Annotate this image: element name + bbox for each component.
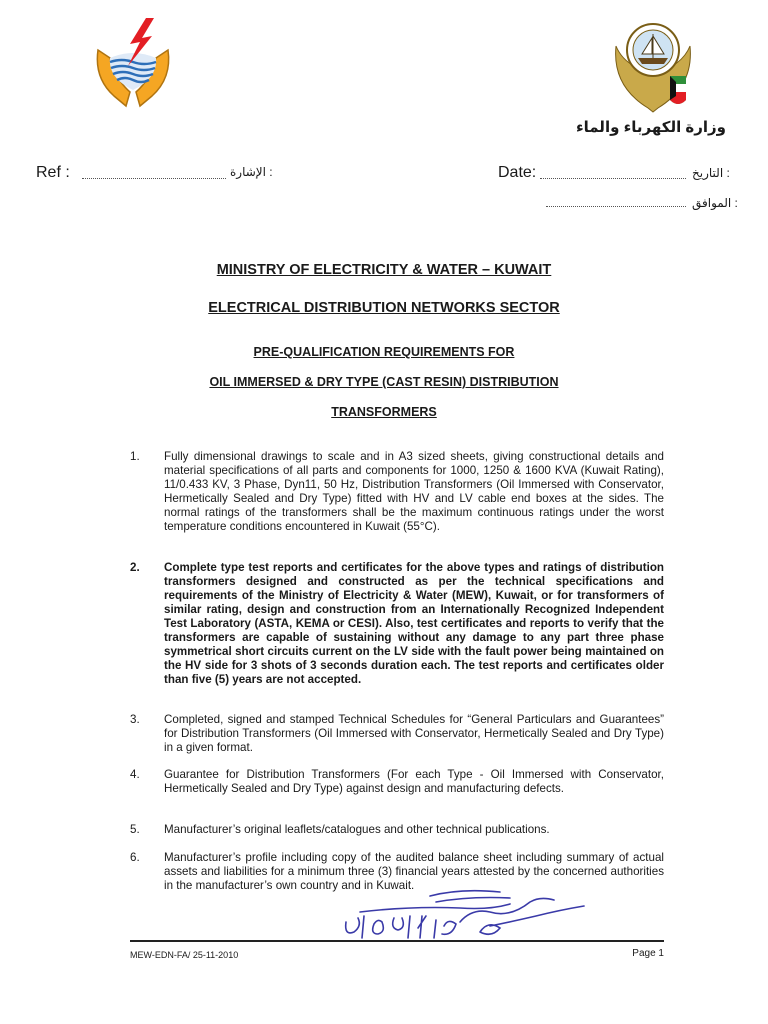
- list-item-text: Manufacturer’s original leaflets/catalogues and other technical publications.: [164, 823, 550, 836]
- list-item: [130, 713, 664, 755]
- ministry-logo-left: [92, 18, 174, 110]
- kuwait-emblem: [612, 16, 694, 118]
- document-title-line2: OIL IMMERSED & DRY TYPE (CAST RESIN) DISTRIBUTION: [209, 375, 559, 389]
- hands-water-lightning-icon: [92, 18, 174, 110]
- sector-title: ELECTRICAL DISTRIBUTION NETWORKS SECTOR: [208, 300, 560, 316]
- document-title-line1: PRE-QUALIFICATION REQUIREMENTS FOR: [253, 345, 515, 359]
- ref-label-arabic: : الإشارة: [230, 165, 273, 179]
- list-item-text: Guarantee for Distribution Transformers (For each Type - Oil Immersed with Conservator, Hermetically Sealed and Dry Type) against design and manufacturing defects.: [164, 768, 664, 795]
- list-item-number: 5.: [130, 823, 140, 836]
- handwritten-signature: [340, 882, 590, 944]
- list-item-text: Fully dimensional drawings to scale and in A3 sized sheets, giving constructional details and material specifications of all parts and components for 1000, 1250 & 1600 KVA (Kuwait Rating), 11/0.433 KV, 3 Phase, Dyn11, 50 Hz, Distribution Transformers (Oil Immersed with Conservator, Hermetically Sealed and Dry Type) fitted with HV and LV cable end boxes at the sides. The normal ratings of the transformers shall be the maximum continuous ratings under the worst temperature conditions encountered in Kuwait (55°C).: [164, 450, 664, 533]
- ref-label: Ref :: [36, 164, 70, 181]
- list-item-number: 3.: [130, 713, 140, 726]
- list-item: [130, 561, 664, 687]
- ministry-title: MINISTRY OF ELECTRICITY & WATER – KUWAIT: [216, 262, 552, 278]
- date-label: Date:: [498, 164, 537, 181]
- date-label-arabic: : التاريخ: [692, 166, 730, 180]
- list-item-text: Complete type test reports and certificates for the above types and ratings of distribution transformers designed and constructed as per the technical specifications and requirements of the Ministry of Electricity & Water (MEW), Kuwait, or for transformers of similar rating, design and construction from an Internationally Recognized Independent Test Laboratory (ASTA, KEMA or CESI). Also, test certificates and reports to verify that the transformers are capable of sustaining without any damage to any part three phase symmetrical short circuits current on the LV side with the fault power being maintained on the HV side for 3 shots of 3 seconds duration each. The test reports and certificates older than five (5) years are not accepted.: [164, 561, 664, 686]
- signature-scribble-icon: [340, 882, 590, 944]
- corresponding-label-arabic: : الموافق: [692, 196, 738, 210]
- list-item-number: 4.: [130, 768, 140, 781]
- list-item-number: 6.: [130, 851, 140, 864]
- list-item-text: Completed, signed and stamped Technical Schedules for “General Particulars and Guarantees” for Distribution Transformers (Oil Immersed with Conservator, Hermetically Sealed and Dry Type) in a given format.: [164, 713, 664, 754]
- list-item: [130, 823, 664, 837]
- ref-field-line: [82, 168, 226, 179]
- page-number: Page 1: [632, 948, 664, 959]
- list-item-number: 2.: [130, 561, 140, 574]
- list-item: [130, 450, 664, 534]
- list-item-text: Manufacturer’s profile including copy of the audited balance sheet including summary of actual assets and liabilities for a minimum three (3) financial years attested by the concerned authorities in the manufacturer’s own country and in Kuwait.: [164, 851, 664, 892]
- corresponding-date-field-line: [546, 196, 686, 207]
- document-title-line3: TRANSFORMERS: [331, 405, 437, 419]
- falcon-emblem-icon: [612, 16, 694, 118]
- footer-divider: [130, 940, 664, 942]
- date-field-line: [540, 168, 686, 179]
- ministry-name-arabic: وزارة الكهرباء والماء: [575, 119, 726, 136]
- list-item: [130, 768, 664, 796]
- list-item-number: 1.: [130, 450, 140, 463]
- document-code: MEW-EDN-FA/ 25-11-2010: [130, 950, 239, 960]
